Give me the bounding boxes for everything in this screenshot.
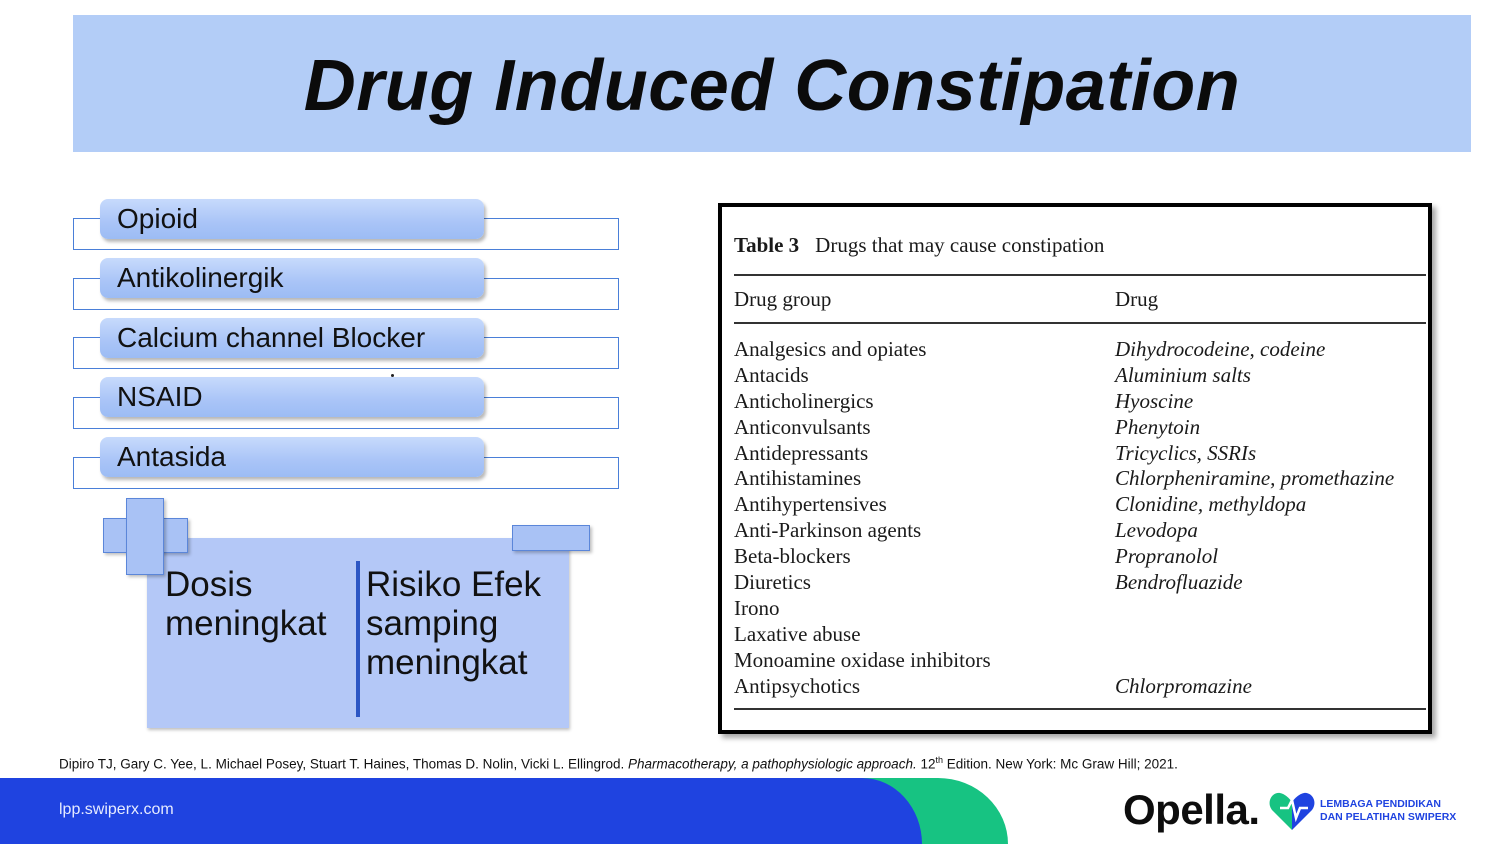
- table-row: [734, 415, 1428, 441]
- opella-logo: Opella.: [1123, 786, 1260, 833]
- drug-cell: Hyoscine: [1115, 388, 1194, 413]
- table-row: [734, 337, 1428, 363]
- table-rule-bottom: [734, 708, 1426, 710]
- drug-group-cell: Analgesics and opiates: [734, 337, 927, 361]
- table-rule-top: [734, 274, 1426, 276]
- drug-group-cell: Antacids: [734, 362, 809, 387]
- table-row: [734, 622, 1428, 648]
- stray-dot: [391, 374, 394, 377]
- drug-cell: Levodopa: [1115, 518, 1198, 543]
- drug-group-cell: Laxative abuse: [734, 621, 861, 646]
- drug-group-cell: Diuretics: [734, 570, 811, 595]
- list-item-ccb: [100, 318, 484, 358]
- box-divider: [356, 561, 360, 717]
- table-row: [734, 648, 1428, 674]
- list-item-label: Calcium channel Blocker: [117, 322, 426, 353]
- drug-cell: Chlorpromazine: [1115, 673, 1252, 698]
- table-row: [734, 544, 1428, 570]
- list-item-label: Opioid: [117, 203, 198, 234]
- table-row: [734, 518, 1428, 544]
- table-rule-header: [734, 322, 1426, 324]
- drug-cell: Propranolol: [1115, 544, 1219, 569]
- title-band: [73, 15, 1471, 152]
- table-row: [734, 596, 1428, 622]
- table-row: [734, 570, 1428, 596]
- table-row: [734, 363, 1428, 389]
- drug-group-cell: Antihypertensives: [734, 492, 887, 517]
- drug-group-cell: Anti-Parkinson agents: [734, 518, 922, 543]
- drug-group-cell: Beta-blockers: [734, 544, 851, 569]
- side-effect-text: Risiko Efek samping meningkat: [366, 565, 542, 682]
- table-row: [734, 466, 1428, 492]
- header-drug-group: Drug group: [734, 287, 832, 311]
- list-item-opioid: [100, 199, 484, 239]
- list-item-antikolinergik: [100, 258, 484, 298]
- drug-cell: Phenytoin: [1115, 414, 1201, 439]
- list-item-label: NSAID: [117, 381, 203, 412]
- header-drug: Drug: [1115, 287, 1159, 311]
- table-row: [734, 441, 1428, 467]
- list-item-label: Antasida: [117, 441, 226, 472]
- drug-cell: Dihydrocodeine, codeine: [1115, 337, 1326, 361]
- drug-cell: Bendrofluazide: [1115, 570, 1243, 595]
- list-item-label: Antikolinergik: [117, 262, 284, 293]
- drug-group-cell: Anticonvulsants: [734, 414, 871, 439]
- drug-cell: Chlorpheniramine, promethazine: [1115, 466, 1395, 491]
- drug-group-cell: Irono: [734, 595, 780, 620]
- list-item-antasida: [100, 437, 484, 477]
- footer-url: lpp.swiperx.com: [59, 801, 174, 818]
- minus-icon: [512, 525, 590, 551]
- drug-group-cell: Antidepressants: [734, 440, 869, 465]
- dose-text: Dosis meningkat: [165, 565, 327, 643]
- table-row: [734, 674, 1428, 700]
- drug-group-cell: Anticholinergics: [734, 388, 874, 413]
- heart-logo-icon: [1268, 790, 1316, 832]
- org-name: LEMBAGA PENDIDIKAN DAN PELATIHAN SWIPERX: [1320, 798, 1457, 823]
- table-row: [734, 492, 1428, 518]
- drug-cell: Aluminium salts: [1115, 362, 1251, 387]
- table-caption: Table 3 Drugs that may cause constipation: [734, 233, 1105, 257]
- table-body: [734, 337, 1428, 699]
- list-item-nsaid: [100, 377, 484, 417]
- citation: Dipiro TJ, Gary C. Yee, L. Michael Posey, Stuart T. Haines, Thomas D. Nolin, Vicki L. Ellingrod. Pharmacotherapy, a pathophysiologic approach. 12th Edition. New York: Mc Graw Hill; 2021.: [59, 755, 1178, 772]
- drug-cell: Clonidine, methyldopa: [1115, 492, 1307, 517]
- drug-group-cell: Antihistamines: [734, 466, 862, 491]
- drug-group-cell: Monoamine oxidase inhibitors: [734, 647, 991, 672]
- drug-table: [718, 203, 1432, 734]
- drug-cell: Tricyclics, SSRIs: [1115, 440, 1257, 465]
- drug-group-cell: Antipsychotics: [734, 673, 860, 698]
- table-row: [734, 389, 1428, 415]
- plus-icon-center: [127, 519, 161, 551]
- slide-title: Drug Induced Constipation: [303, 46, 1241, 126]
